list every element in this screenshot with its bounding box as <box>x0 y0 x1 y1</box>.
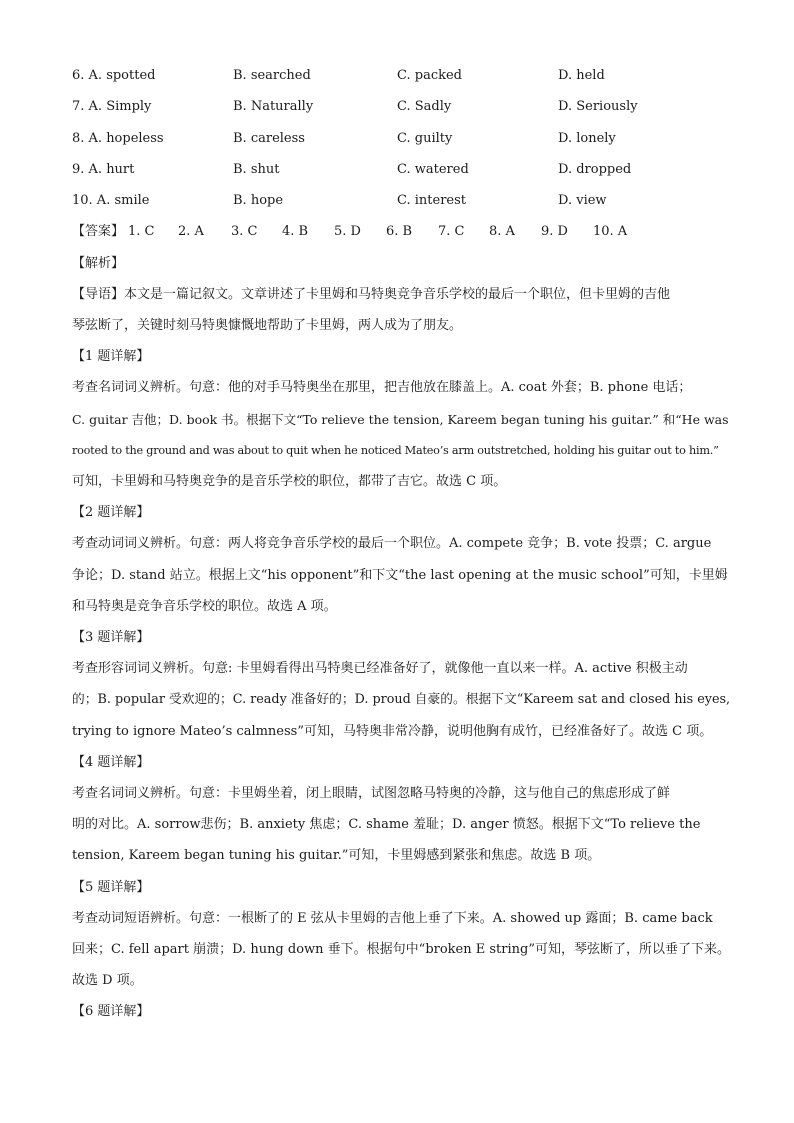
option-b: B. searched <box>233 68 311 83</box>
q3-line: 考查形容词词义辨析。句意: 卡里姆看得出马特奥已经准备好了，就像他一直以来一样。A. active 积极主动 <box>72 661 688 676</box>
q4-heading: 【4 题详解】 <box>72 755 150 770</box>
q3-line: 的；B. popular 受欢迎的；C. ready 准备好的；D. proud 自豪的。根据下文“Kareem sat and closed his eyes, <box>72 692 731 707</box>
q4-line: 明的对比。A. sorrow悲伤；B. anxiety 焦虑；C. shame 羞耻；D. anger 愤怒。根据下文“To relieve the <box>72 817 701 832</box>
q1-line: rooted to the ground and was about to quit when he noticed Mateo’s arm outstretched, holding his guitar out to him.” <box>72 444 719 457</box>
q1-line: 考查名词词义辨析。句意：他的对手马特奥坐在那里，把吉他放在膝盖上。A. coat 外套；B. phone 电话； <box>72 380 692 395</box>
answer-label: 【答案】 <box>72 224 125 239</box>
option-d: D. view <box>558 193 607 208</box>
option-c: C. packed <box>397 68 462 83</box>
answer-item: 4. B <box>282 224 309 239</box>
q4-line: tension, Kareem began tuning his guitar.”可知，卡里姆感到紧张和焦虑。故选 B 项。 <box>72 848 601 863</box>
answer-row <box>72 222 732 242</box>
option-b: B. hope <box>233 193 284 208</box>
q3-heading: 【3 题详解】 <box>72 630 150 645</box>
option-d: D. held <box>558 68 605 83</box>
q5-heading: 【5 题详解】 <box>72 880 150 895</box>
q6-heading: 【6 题详解】 <box>72 1004 150 1019</box>
option-d: D. dropped <box>558 162 632 177</box>
q1-line: 可知，卡里姆和马特奥竞争的是音乐学校的职位，都带了吉它。故选 C 项。 <box>72 474 507 489</box>
option-a: 8. A. hopeless <box>72 131 164 146</box>
answer-item: 10. A <box>593 224 628 239</box>
option-a: 9. A. hurt <box>72 162 135 177</box>
option-c: C. watered <box>397 162 469 177</box>
answer-item: 2. A <box>178 224 204 239</box>
option-a: 10. A. smile <box>72 193 150 208</box>
answer-item: 7. C <box>438 224 465 239</box>
q5-line: 考查动词短语辨析。句意：一根断了的 E 弦从卡里姆的吉他上垂了下来。A. showed up 露面；B. came back <box>72 911 713 926</box>
option-b: B. careless <box>233 131 305 146</box>
option-c: C. Sadly <box>397 99 452 114</box>
q2-heading: 【2 题详解】 <box>72 505 150 520</box>
q3-line: trying to ignore Mateo’s calmness”可知，马特奥非常冷静，说明他胸有成竹，已经准备好了。故选 C 项。 <box>72 724 713 739</box>
q5-line: 回来；C. fell apart 崩溃；D. hung down 垂下。根据句中“broken E string”可知，琴弦断了，所以垂了下来。 <box>72 942 730 957</box>
q2-line: 和马特奥是竞争音乐学校的职位。故选 A 项。 <box>72 599 337 614</box>
option-b: B. Naturally <box>233 99 314 114</box>
q4-line: 考查名词词义辨析。句意：卡里姆坐着，闭上眼睛，试图忽略马特奥的冷静，这与他自己的焦虑形成了鲜 <box>72 786 671 801</box>
answer-item: 6. B <box>386 224 413 239</box>
q2-line: 考查动词词义辨析。句意：两人将竞争音乐学校的最后一个职位。A. compete 竞争；B. vote 投票；C. argue <box>72 536 712 551</box>
analysis-heading: 【解析】 <box>72 256 125 271</box>
option-c: C. guilty <box>397 131 453 146</box>
q2-line: 争论；D. stand 站立。根据上文“his opponent”和下文“the last opening at the music school”可知，卡里姆 <box>72 568 728 583</box>
q5-line: 故选 D 项。 <box>72 973 143 988</box>
answer-item: 3. C <box>231 224 258 239</box>
option-a: 6. A. spotted <box>72 68 156 83</box>
answer-item: 5. D <box>334 224 361 239</box>
q1-heading: 【1 题详解】 <box>72 349 150 364</box>
q1-line: C. guitar 吉他；D. book 书。根据下文“To relieve the tension, Kareem began tuning his guitar.” 和“He was <box>72 412 729 427</box>
option-c: C. interest <box>397 193 466 208</box>
guide-line: 【导语】本文是一篇记叙文。文章讲述了卡里姆和马特奥竞争音乐学校的最后一个职位，但卡里姆的吉他 <box>72 287 671 302</box>
option-a: 7. A. Simply <box>72 99 152 114</box>
guide-line: 琴弦断了，关键时刻马特奥慷慨地帮助了卡里姆，两人成为了朋友。 <box>72 318 463 333</box>
option-d: D. lonely <box>558 131 616 146</box>
answer-item: 8. A <box>489 224 515 239</box>
option-b: B. shut <box>233 162 280 177</box>
option-d: D. Seriously <box>558 99 638 114</box>
answer-item: 9. D <box>541 224 568 239</box>
answer-item: 1. C <box>128 224 155 239</box>
